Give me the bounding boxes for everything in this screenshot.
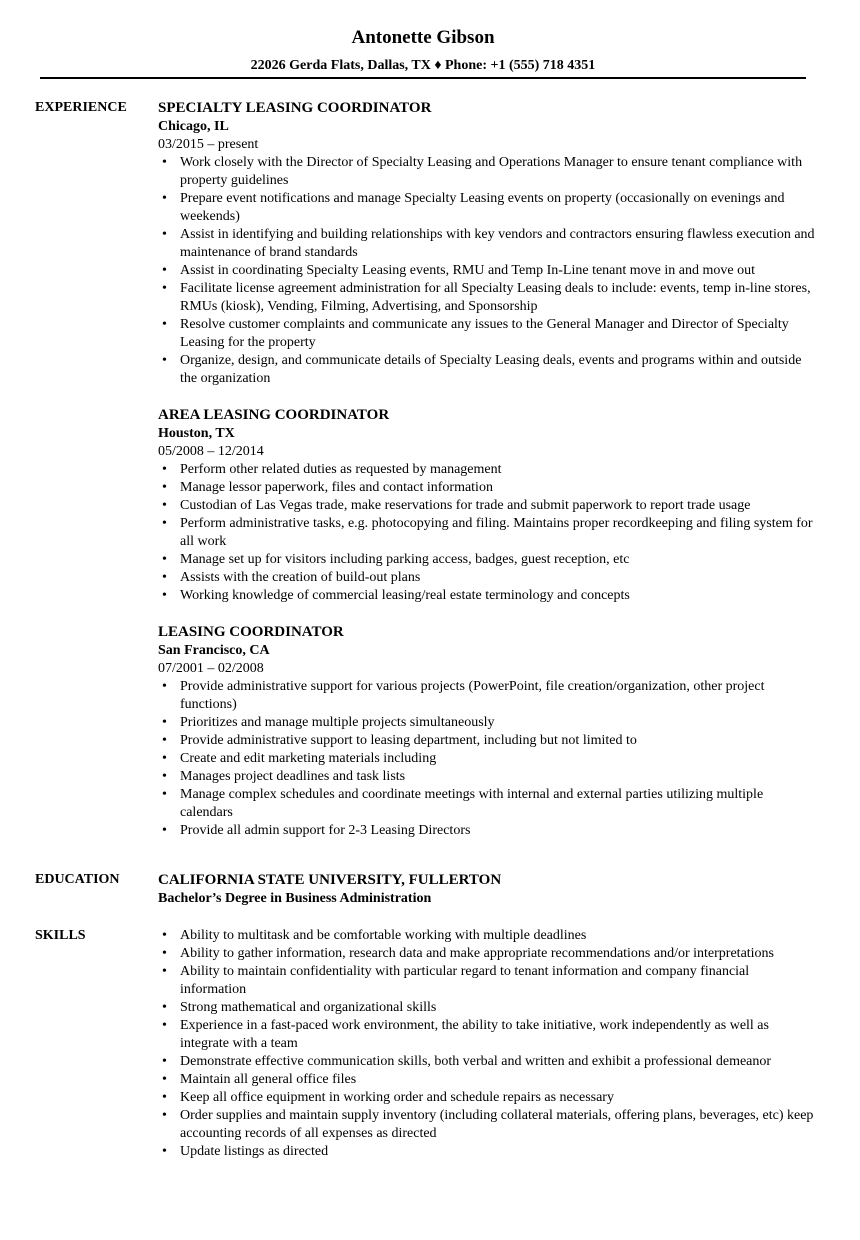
bullet-item: • Perform administrative tasks, e.g. photocopying and filing. Maintains proper recordkeeping and filing system for all work xyxy=(158,515,818,551)
header-divider xyxy=(40,77,806,79)
skill-item: • Experience in a fast-paced work environment, the ability to take initiative, work independently as well as integrate with a team xyxy=(158,1017,818,1053)
skill-item: • Keep all office equipment in working order and schedule repairs as necessary xyxy=(158,1089,818,1107)
job-title: AREA LEASING COORDINATOR xyxy=(158,407,390,423)
job-bullets xyxy=(158,154,818,388)
bullet-item: • Manages project deadlines and task lists xyxy=(158,768,818,786)
bullet-item: • Assists with the creation of build-out plans xyxy=(158,569,818,587)
bullet-item: • Provide administrative support for various projects (PowerPoint, file creation/organization, other project functions) xyxy=(158,678,818,714)
skill-item: • Maintain all general office files xyxy=(158,1071,818,1089)
job-dates: 03/2015 – present xyxy=(158,137,259,152)
bullet-item: • Organize, design, and communicate details of Specialty Leasing deals, events and programs within and outside the organization xyxy=(158,352,818,388)
bullet-item: • Custodian of Las Vegas trade, make reservations for trade and submit paperwork to report trade usage xyxy=(158,497,818,515)
skill-item: • Order supplies and maintain supply inventory (including collateral materials, offering plans, beverages, etc) keep accounting records of all expenses as directed xyxy=(158,1107,818,1143)
degree: Bachelor’s Degree in Business Administration xyxy=(158,891,432,906)
candidate-name: Antonette Gibson xyxy=(351,27,495,48)
bullet-item: • Assist in coordinating Specialty Leasing events, RMU and Temp In-Line tenant move in and move out xyxy=(158,262,818,280)
bullet-item: • Prepare event notifications and manage Specialty Leasing events on property (occasionally on evenings and weekends) xyxy=(158,190,818,226)
contact-line: 22026 Gerda Flats, Dallas, TX ♦ Phone: +1 (555) 718 4351 xyxy=(250,58,596,73)
bullet-item: • Manage set up for visitors including parking access, badges, guest reception, etc xyxy=(158,551,818,569)
bullet-item: • Manage lessor paperwork, files and contact information xyxy=(158,479,818,497)
bullet-item: • Manage complex schedules and coordinate meetings with internal and external parties utilizing multiple calendars xyxy=(158,786,818,822)
job-entry xyxy=(158,623,818,840)
job-dates: 05/2008 – 12/2014 xyxy=(158,444,264,459)
job-title: LEASING COORDINATOR xyxy=(158,624,344,640)
skill-item: • Update listings as directed xyxy=(158,1143,818,1161)
bullet-item: • Provide administrative support to leasing department, including but not limited to xyxy=(158,732,818,750)
bullet-item: • Work closely with the Director of Specialty Leasing and Operations Manager to ensure tenant compliance with property guidelines xyxy=(158,154,818,190)
school-name: CALIFORNIA STATE UNIVERSITY, FULLERTON xyxy=(158,872,502,888)
job-location: San Francisco, CA xyxy=(158,643,270,658)
resume-header xyxy=(40,26,806,75)
job-bullets xyxy=(158,461,818,605)
bullet-item: • Facilitate license agreement administration for all Specialty Leasing deals to include: events, temp in-line stores, RMUs (kiosk), Vending, Filming, Advertising, and Sponsorship xyxy=(158,280,818,316)
skill-item: • Ability to gather information, research data and make appropriate recommendations and/or interpretations xyxy=(158,945,818,963)
skill-item: • Strong mathematical and organizational skills xyxy=(158,999,818,1017)
bullet-item: • Perform other related duties as requested by management xyxy=(158,461,818,479)
skill-item: • Ability to maintain confidentiality with particular regard to tenant information and company financial information xyxy=(158,963,818,999)
section-title-skills: SKILLS xyxy=(35,928,86,943)
skills-list xyxy=(158,927,818,1161)
job-entry xyxy=(158,406,818,605)
job-location: Chicago, IL xyxy=(158,119,229,134)
job-location: Houston, TX xyxy=(158,426,235,441)
job-title: SPECIALTY LEASING COORDINATOR xyxy=(158,100,432,116)
bullet-item: • Working knowledge of commercial leasing/real estate terminology and concepts xyxy=(158,587,818,605)
skill-item: • Ability to multitask and be comfortable working with multiple deadlines xyxy=(158,927,818,945)
job-bullets xyxy=(158,678,818,840)
bullet-item: • Assist in identifying and building relationships with key vendors and contractors ensuring flawless execution and maintenance of brand standards xyxy=(158,226,818,262)
skills-body xyxy=(158,927,818,1161)
section-title-experience: EXPERIENCE xyxy=(35,100,127,115)
skill-item: • Demonstrate effective communication skills, both verbal and written and exhibit a professional demeanor xyxy=(158,1053,818,1071)
section-title-education: EDUCATION xyxy=(35,872,120,887)
bullet-item: • Resolve customer complaints and communicate any issues to the General Manager and Director of Specialty Leasing for the property xyxy=(158,316,818,352)
education-body xyxy=(158,871,818,908)
job-dates: 07/2001 – 02/2008 xyxy=(158,661,264,676)
bullet-item: • Provide all admin support for 2-3 Leasing Directors xyxy=(158,822,818,840)
bullet-item: • Prioritizes and manage multiple projects simultaneously xyxy=(158,714,818,732)
experience-body xyxy=(158,99,818,858)
bullet-item: • Create and edit marketing materials including xyxy=(158,750,818,768)
job-entry xyxy=(158,99,818,388)
